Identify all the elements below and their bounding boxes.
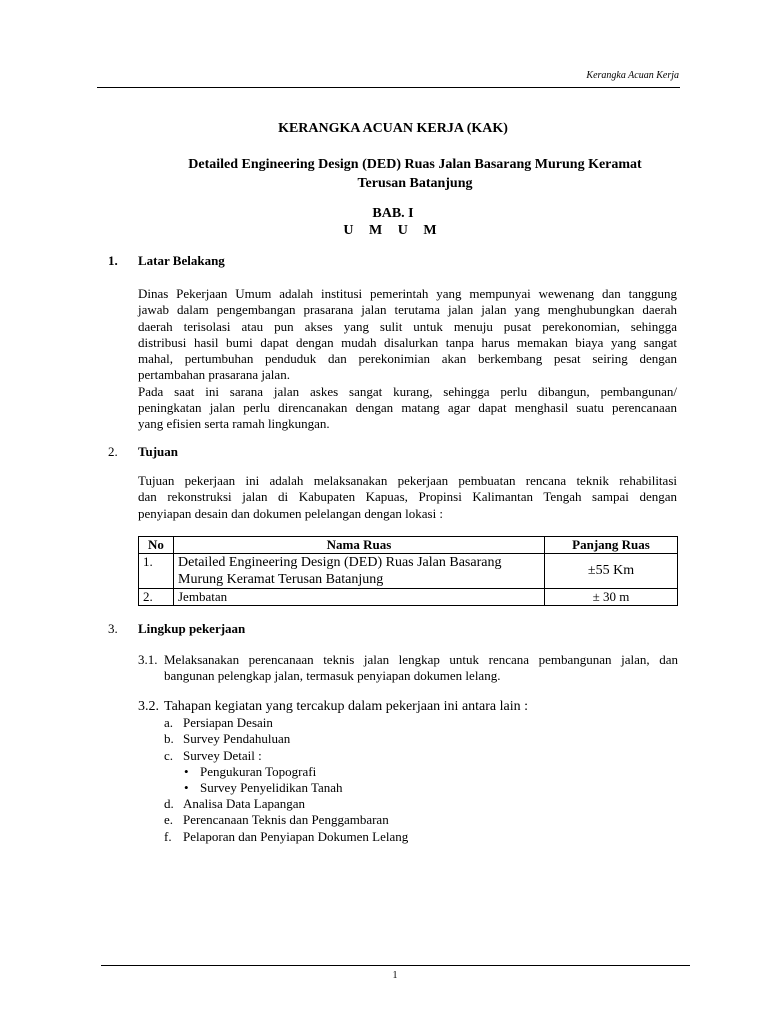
text-line: yang efisien serta ramah lingkungan.: [138, 416, 330, 432]
list-text: Survey Detail :: [183, 747, 262, 763]
table-cell-name: Jembatan: [174, 589, 545, 606]
text-line: pertambahan prasarana jalan.: [138, 367, 290, 383]
table-row: [139, 589, 678, 606]
column-header: No: [139, 537, 174, 554]
chapter-name: U M U M: [343, 222, 443, 238]
scope-item-3-1: [138, 652, 678, 685]
text-line: dan rekonstruksi jalan di Kabupaten Kapuas, Propinsi Kalimantan Tengah sampai dengan: [138, 489, 677, 505]
list-text: Persiapan Desain: [183, 715, 273, 730]
column-header: Nama Ruas: [174, 537, 545, 554]
subtitle-line: Detailed Engineering Design (DED) Ruas Jalan Basarang Murung Keramat: [188, 157, 642, 172]
section-title: Lingkup pekerjaan: [138, 621, 246, 636]
activity-list: [164, 715, 290, 764]
chapter-label: BAB. I: [372, 206, 414, 221]
list-text: Perencanaan Teknis dan Penggambaran: [183, 812, 389, 828]
column-header: Panjang Ruas: [545, 537, 678, 554]
list-marker: c.: [164, 747, 174, 763]
survey-detail-bullets: [182, 764, 343, 797]
section-title: Latar Belakang: [138, 253, 225, 268]
table-cell-length: ±55 Km: [545, 554, 678, 589]
text-line: jawab dalam pengembangan prasarana jalan terutama jalan jalan yang menghubungkan daerah: [138, 302, 677, 318]
list-item: [164, 812, 408, 828]
section-number: 3.: [108, 621, 118, 636]
list-marker: d.: [164, 796, 174, 811]
text-line: daerah terisolasi atau pun akses yang sulit untuk menuju pusat perekonomian, sehingga: [138, 318, 677, 334]
item-number: 3.1.: [138, 652, 158, 667]
table-cell-no: 2.: [139, 589, 174, 606]
list-item: [164, 715, 290, 731]
text-line: mahal, pertumbuhan penduduk dan perekonimian akan berkembang pesat seiring dengan: [138, 351, 677, 367]
text-line: Dinas Pekerjaan Umum adalah institusi pemerintah yang mempunyai wewenang dan tanggung: [138, 286, 677, 301]
section-title: Tujuan: [138, 444, 178, 459]
footer-rule: [101, 965, 690, 966]
background-paragraph: [138, 286, 677, 433]
list-text: Analisa Data Lapangan: [183, 796, 306, 811]
item-number: 3.2.: [138, 699, 159, 714]
activity-list-continued: [164, 796, 408, 845]
text-line: distribusi hasil bumi dapat dengan mudah disalurkan tanpa harus memakan biaya yang sangat: [138, 334, 677, 350]
list-marker: a.: [164, 715, 174, 730]
text-line: Pada saat ini sarana jalan askes sangat kurang, sehingga perlu dibangun, pembangunan/: [138, 383, 677, 399]
table-header-row: [139, 537, 678, 554]
list-marker: f.: [164, 828, 172, 844]
text-line: Tujuan pekerjaan ini adalah melaksanakan pekerjaan pembuatan rencana teknik rehabilitasi: [138, 473, 677, 488]
header-rule: [97, 87, 680, 88]
table-cell-name: [174, 554, 545, 589]
chapter-heading: [0, 206, 768, 239]
table-cell-no: 1.: [139, 554, 174, 589]
bullet-icon: •: [184, 764, 189, 779]
text-line: peningkatan jalan perlu direncanakan dengan matang agar dapat menghasil suatu perencanaan: [138, 400, 677, 416]
list-item: [164, 731, 290, 747]
running-header: Kerangka Acuan Kerja: [586, 70, 679, 81]
list-item: [164, 829, 408, 845]
subtitle-line: Terusan Batanjung: [357, 176, 473, 191]
page-number: 1: [392, 970, 398, 981]
list-text: Survey Pendahuluan: [183, 731, 291, 747]
cell-line: Detailed Engineering Design (DED) Ruas Jalan Basarang: [178, 555, 502, 570]
text-line: Melaksanakan perencanaan teknis jalan lengkap untuk rencana pembangunan jalan, dan: [164, 652, 678, 667]
text-line: penyiapan desain dan dokumen pelelangan dengan lokasi :: [138, 505, 444, 521]
list-item: [164, 748, 290, 764]
list-marker: e.: [164, 812, 174, 828]
document-subtitle: [140, 155, 690, 193]
section-number: 1.: [108, 253, 118, 268]
objective-paragraph: [138, 473, 677, 522]
cell-line: Murung Keramat Terusan Batanjung: [178, 572, 384, 587]
scope-item-3-2: [138, 699, 678, 715]
list-item: [164, 796, 408, 812]
text-line: bangunan pelengkap jalan, termasuk penyiapan dokumen lelang.: [164, 668, 501, 684]
table-row: [139, 554, 678, 589]
document-title: KERANGKA ACUAN KERJA (KAK): [278, 121, 508, 136]
bullet-text: Pengukuran Topografi: [200, 764, 317, 779]
bullet-item: [182, 764, 343, 780]
item-text: Tahapan kegiatan yang tercakup dalam pekerjaan ini antara lain :: [164, 699, 529, 714]
list-text: Pelaporan dan Penyiapan Dokumen Lelang: [183, 828, 409, 844]
table-cell-length: ± 30 m: [545, 589, 678, 606]
list-marker: b.: [164, 731, 174, 747]
bullet-text: Survey Penyelidikan Tanah: [200, 780, 343, 796]
bullet-icon: •: [184, 780, 189, 796]
bullet-item: [182, 780, 343, 796]
section-number: 2.: [108, 444, 118, 459]
road-segments-table: [138, 536, 678, 606]
